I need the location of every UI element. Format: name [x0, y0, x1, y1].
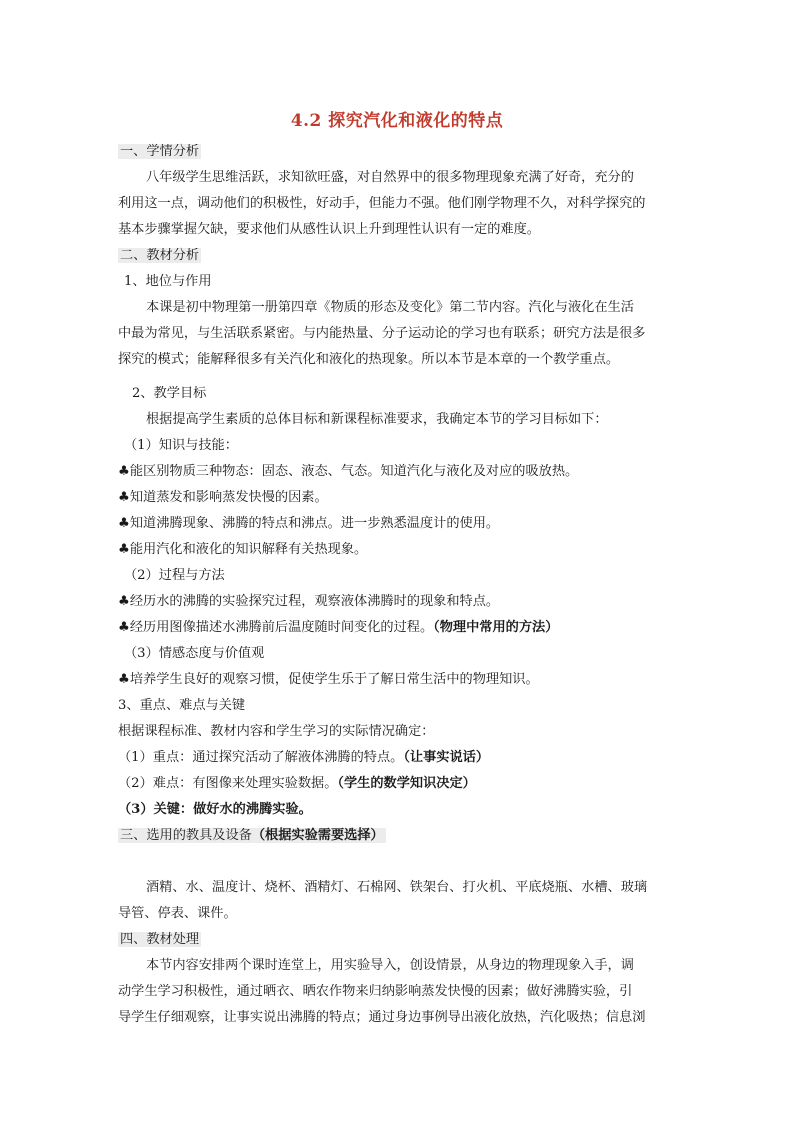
list-item: （2）难点：有图像来处理实验数据。（学生的数学知识决定） [118, 776, 476, 791]
subheading: 2、教学目标 [132, 386, 207, 401]
bullet-item: ♣培养学生良好的观察习惯，促使学生乐于了解日常生活中的物理知识。 [118, 672, 539, 687]
paragraph-line: 基本步骤掌握欠缺，要求他们从感性认识上升到理性认识有一定的难度。 [118, 222, 540, 237]
section-heading-1: 一、学情分析 [120, 144, 200, 159]
list-item: （1）重点：通过探究活动了解液体沸腾的特点。（让事实说话） [118, 750, 490, 765]
paragraph-line: 探究的模式；能解释很多有关汽化和液化的热现象。所以本节是本章的一个教学重点。 [118, 352, 620, 367]
list-heading: （1）知识与技能： [124, 438, 238, 453]
paragraph-line: 导学生仔细观察，让事实说出沸腾的特点；通过身边事例导出液化放热，汽化吸热；信息浏 [118, 1010, 646, 1025]
paragraph-line: 本课是初中物理第一册第四章《物质的形态及变化》第二节内容。汽化与液化在生活 [146, 300, 634, 315]
bullet-item: ♣经历水的沸腾的实验探究过程，观察液体沸腾时的现象和特点。 [118, 594, 500, 609]
bullet-item: ♣能区别物质三种物态：固态、液态、气态。知道汽化与液化及对应的吸放热。 [118, 464, 579, 479]
paragraph-line: 根据提高学生素质的总体目标和新课程标准要求，我确定本节的学习目标如下： [146, 412, 608, 427]
section-heading-4: 四、教材处理 [120, 932, 200, 947]
section-heading-3: 三、选用的教具及设备（根据实验需要选择） [120, 828, 384, 843]
bullet-item: ♣知道蒸发和影响蒸发快慢的因素。 [118, 490, 328, 505]
paragraph-line: 酒精、水、温度计、烧杯、酒精灯、石棉网、铁架台、打火机、平底烧瓶、水槽、玻璃 [146, 880, 648, 895]
list-item: （3）关键：做好水的沸腾实验。 [118, 802, 312, 817]
bullet-item: ♣知道沸腾现象、沸腾的特点和沸点。进一步熟悉温度计的使用。 [118, 516, 500, 531]
paragraph-line: 根据课程标准、教材内容和学生学习的实际情况确定： [118, 724, 435, 739]
section-heading-2: 二、教材分析 [120, 248, 200, 263]
bullet-item: ♣经历用图像描述水沸腾前后温度随时间变化的过程。（物理中常用的方法） [118, 620, 559, 635]
list-heading: （2）过程与方法 [124, 568, 225, 583]
paragraph-line: 本节内容安排两个课时连堂上，用实验导入，创设情景，从身边的物理现象入手，调 [146, 958, 634, 973]
subheading: 3、重点、难点与关键 [118, 698, 246, 713]
paragraph-line: 利用这一点，调动他们的积极性，好动手，但能力不强。他们刚学物理不久，对科学探究的 [118, 196, 646, 211]
paragraph-line: 八年级学生思维活跃，求知欲旺盛，对自然界中的很多物理现象充满了好奇，充分的 [146, 170, 634, 185]
bullet-item: ♣能用汽化和液化的知识解释有关热现象。 [118, 542, 368, 557]
paragraph-line: 导管、停表、课件。 [118, 906, 237, 921]
paragraph-line: 中最为常见，与生活联系紧密。与内能热量、分子运动论的学习也有联系；研究方法是很多 [118, 326, 646, 341]
list-heading: （3）情感态度与价值观 [124, 646, 265, 661]
paragraph-line: 动学生学习积极性，通过晒衣、晒农作物来归纳影响蒸发快慢的因素；做好沸腾实验，引 [118, 984, 633, 999]
subheading: 1、地位与作用 [124, 274, 212, 289]
document-title: 4.2 探究汽化和液化的特点 [290, 111, 504, 131]
